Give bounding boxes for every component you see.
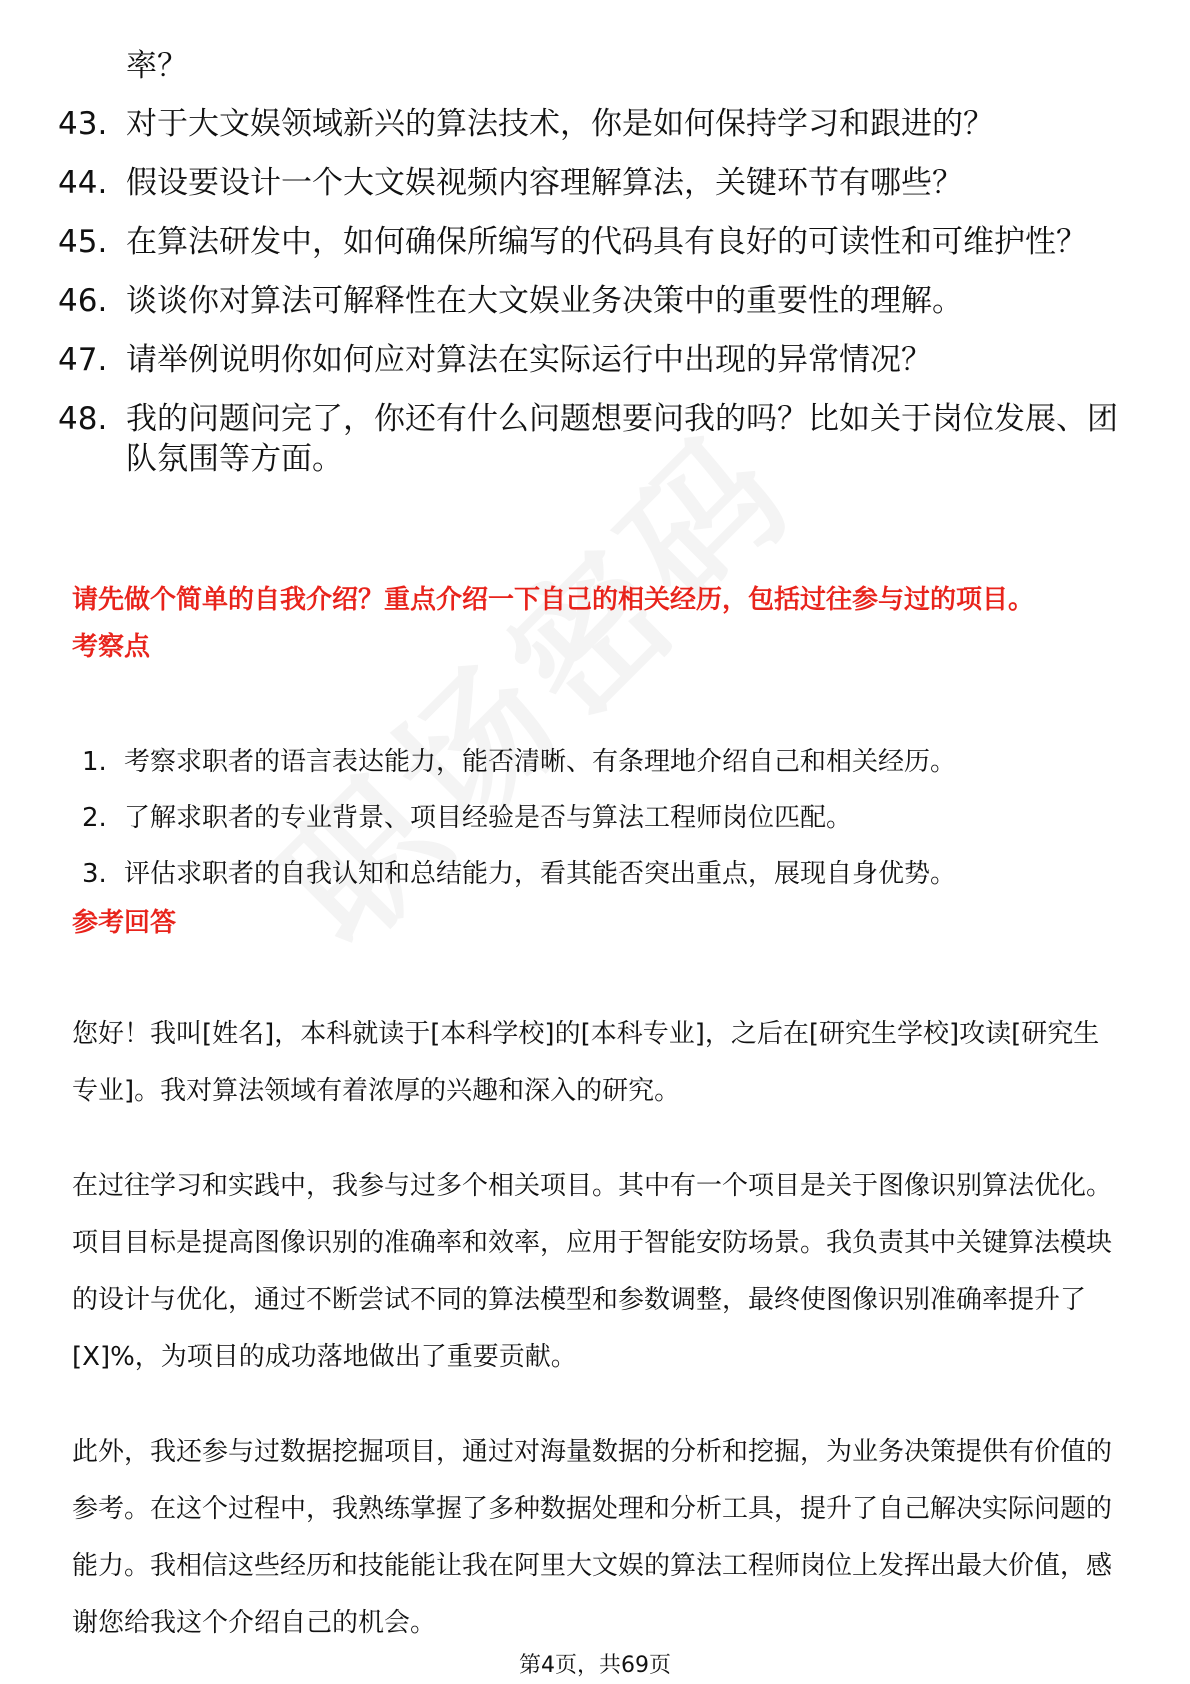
question-number: 44.	[58, 165, 108, 201]
question-item	[58, 104, 1138, 144]
interview-question-heading: 请先做个简单的自我介绍？重点介绍一下自己的相关经历，包括过往参与过的项目。	[72, 585, 1035, 615]
question-item	[58, 340, 1138, 380]
question-text: 我的问题问完了，你还有什么问题想要问我的吗？比如关于岗位发展、团队氛围等方面。	[126, 401, 1118, 477]
question-text: 对于大文娱领域新兴的算法技术，你是如何保持学习和跟进的？	[126, 106, 994, 142]
page-footer: 第4页，共69页	[519, 1653, 671, 1678]
question-number: 47.	[58, 342, 108, 378]
question-continuation: 率？	[126, 48, 188, 84]
points-list	[82, 744, 1122, 912]
points-heading: 考察点	[72, 632, 151, 662]
question-number: 43.	[58, 106, 108, 142]
question-text: 在算法研发中，如何确保所编写的代码具有良好的可读性和可维护性？	[126, 224, 1087, 260]
answer-paragraph: 在过往学习和实践中，我参与过多个相关项目。其中有一个项目是关于图像识别算法优化。项目目标是提高图像识别的准确率和效率，应用于智能安防场景。我负责其中关键算法模块的设计与优化，通过不断尝试不同的算法模型和参数调整，最终使图像识别准确率提升了[X]%，为项目的成功落地做出了重要贡献。	[72, 1171, 1113, 1372]
point-item	[82, 856, 1122, 892]
question-number: 45.	[58, 224, 108, 260]
point-text: 了解求职者的专业背景、项目经验是否与算法工程师岗位匹配。	[124, 803, 853, 833]
question-list	[58, 46, 1138, 498]
answer-paragraph: 此外，我还参与过数据挖掘项目，通过对海量数据的分析和挖掘，为业务决策提供有价值的参考。在这个过程中，我熟练掌握了多种数据处理和分析工具，提升了自己解决实际问题的能力。我相信这些经历和技能能让我在阿里大文娱的算法工程师岗位上发挥出最大价值，感谢您给我这个介绍自己的机会。	[72, 1437, 1113, 1638]
point-number: 2.	[82, 803, 107, 833]
point-item	[82, 744, 1122, 780]
question-text: 假设要设计一个大文娱视频内容理解算法，关键环节有哪些？	[126, 165, 963, 201]
question-item	[58, 163, 1138, 203]
point-item	[82, 800, 1122, 836]
answer-heading: 参考回答	[72, 908, 177, 938]
question-item	[58, 399, 1138, 479]
question-item	[58, 281, 1138, 321]
question-number: 48.	[58, 401, 108, 437]
question-number: 46.	[58, 283, 108, 319]
point-text: 考察求职者的语言表达能力，能否清晰、有条理地介绍自己和相关经历。	[124, 747, 957, 777]
point-number: 1.	[82, 747, 107, 777]
question-item	[58, 222, 1138, 262]
question-text: 谈谈你对算法可解释性在大文娱业务决策中的重要性的理解。	[126, 283, 963, 319]
point-text: 评估求职者的自我认知和总结能力，看其能否突出重点，展现自身优势。	[124, 859, 957, 889]
answer-paragraph: 您好！我叫[姓名]，本科就读于[本科学校]的[本科专业]，之后在[研究生学校]攻读[研究生专业]。我对算法领域有着浓厚的兴趣和深入的研究。	[72, 1019, 1100, 1106]
point-number: 3.	[82, 859, 107, 889]
question-text: 请举例说明你如何应对算法在实际运行中出现的异常情况？	[126, 342, 932, 378]
